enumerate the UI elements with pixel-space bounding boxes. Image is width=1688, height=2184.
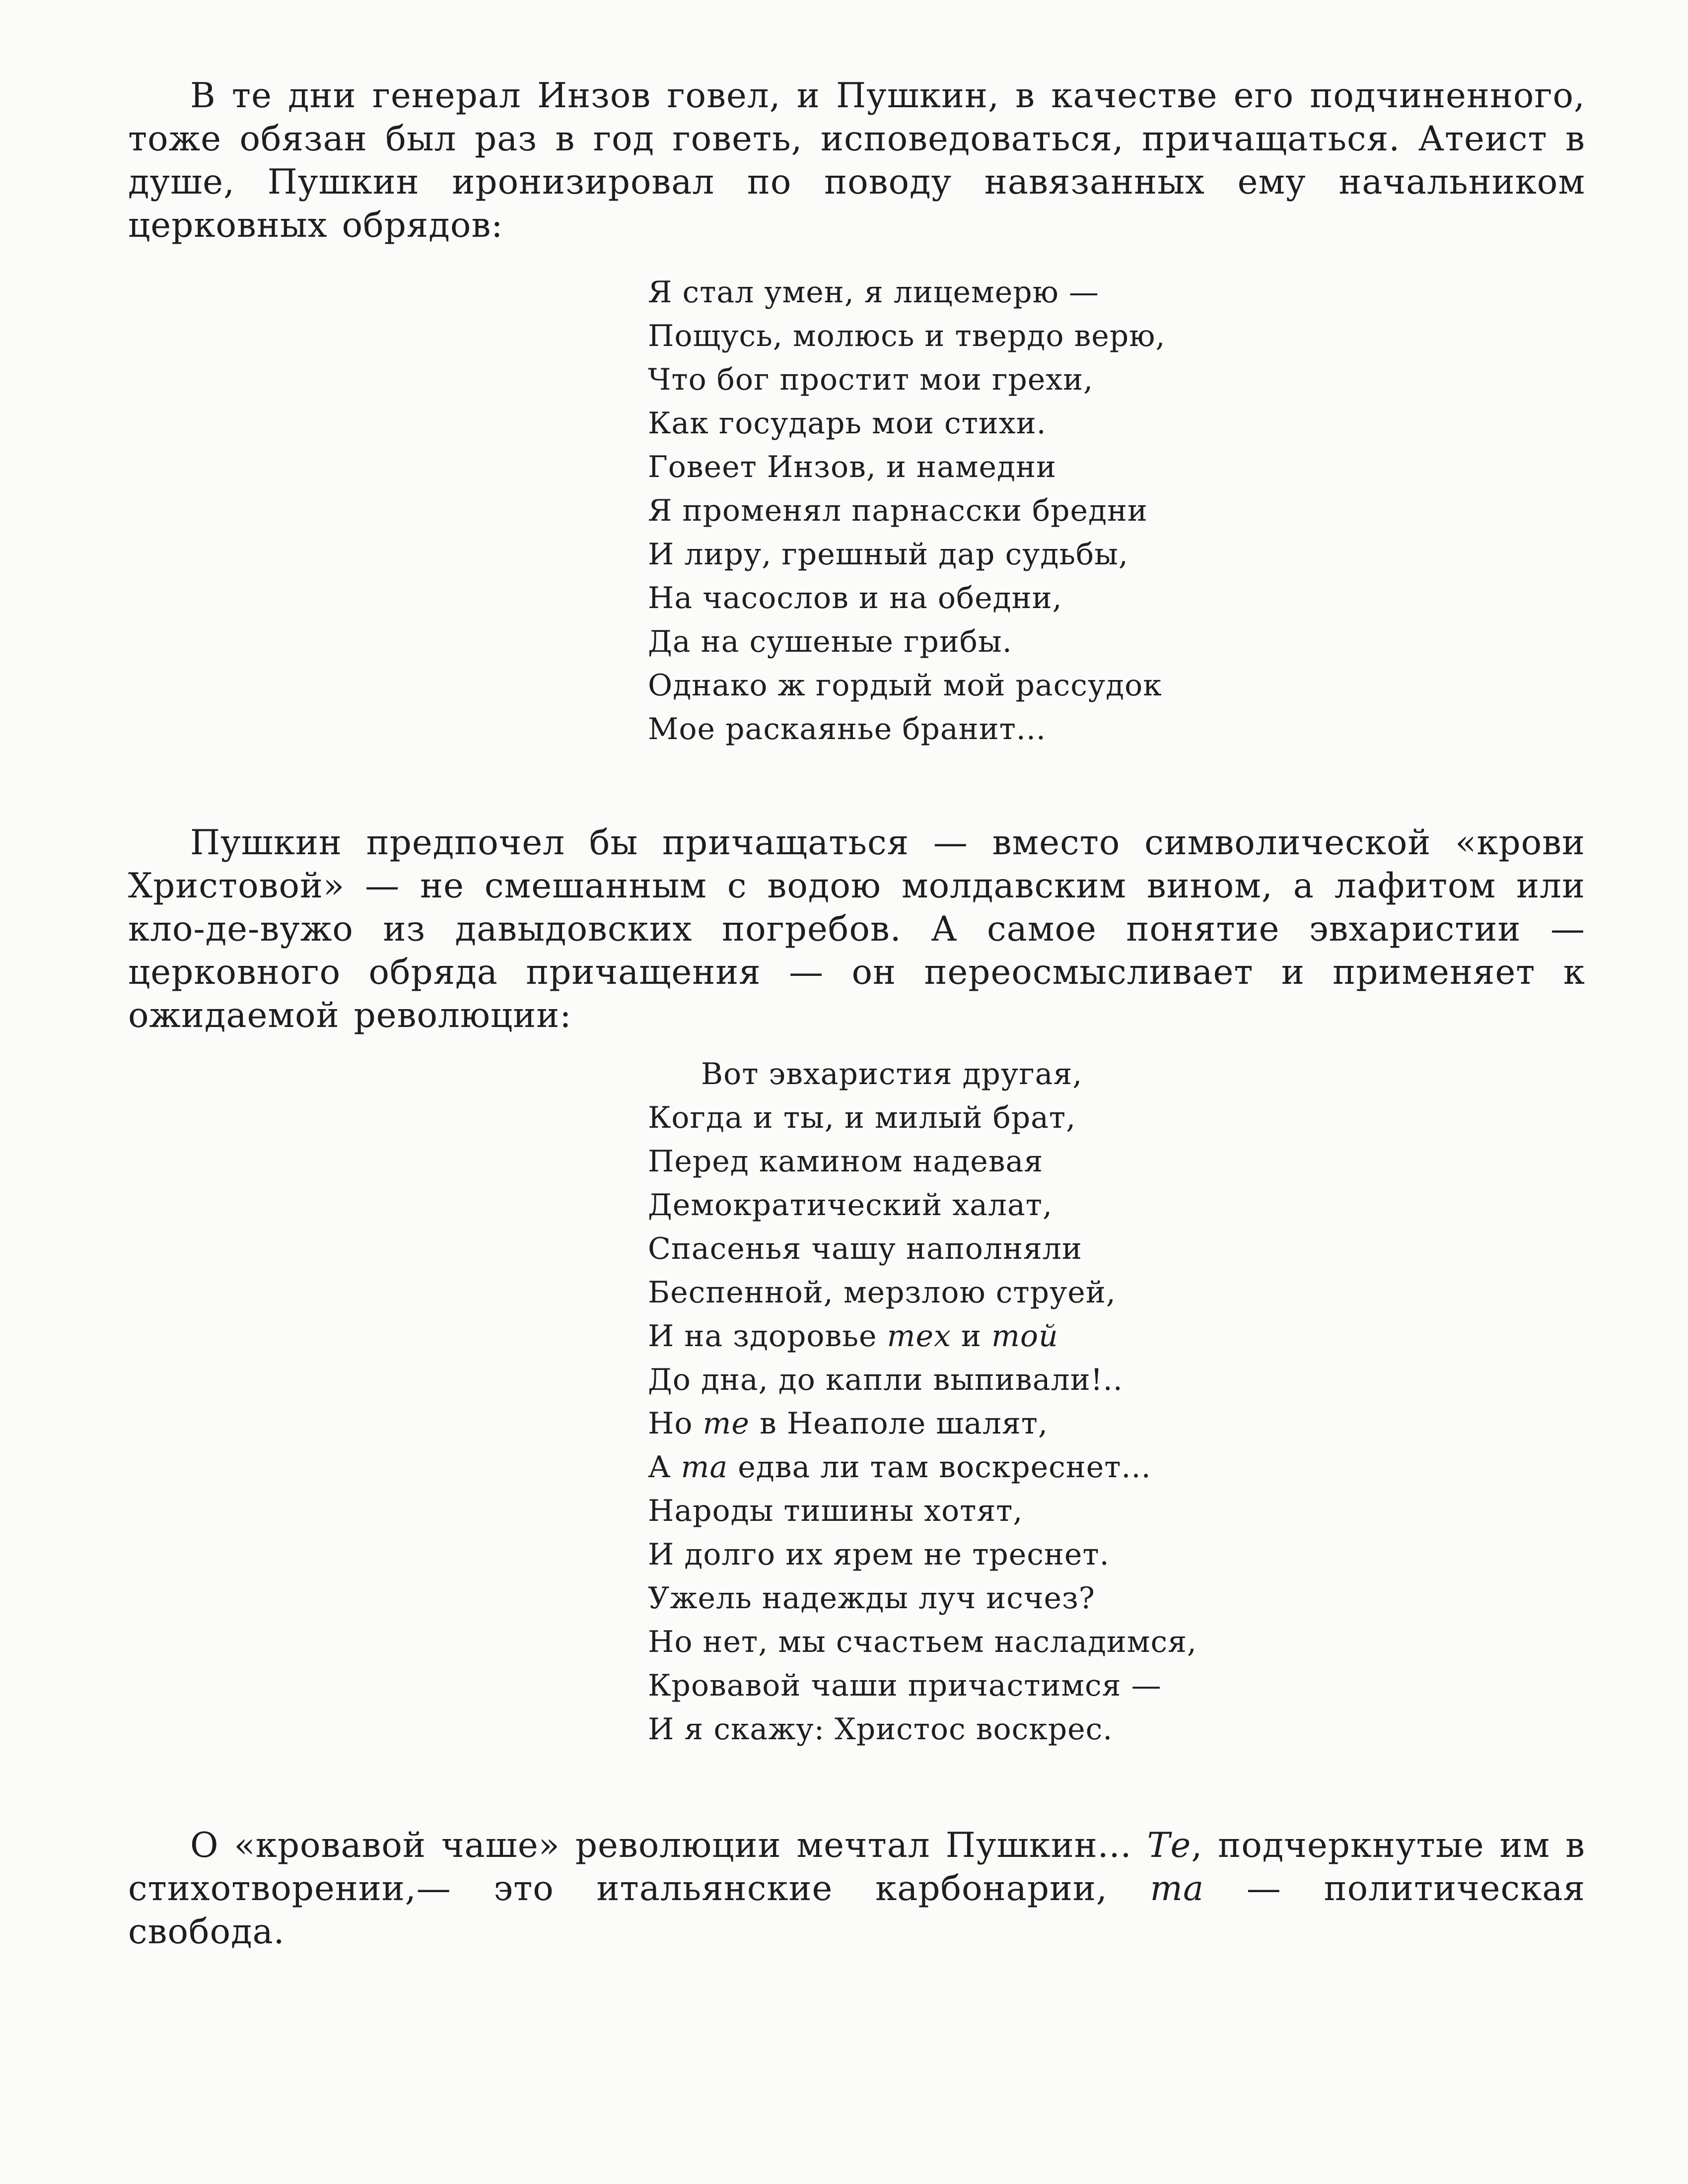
poem-italic-word: тех [887,1319,951,1354]
poem-line: Демократический халат, [648,1188,1053,1223]
poem-line: Беспенной, мерзлою струей, [648,1275,1116,1310]
poem-line: Кровавой чаши причастимся — [648,1668,1162,1703]
poem-text: и [951,1319,991,1354]
poem-line: Да на сушеные грибы. [648,624,1012,659]
poem-italic-word: те [703,1406,750,1441]
poem-line: Я променял парнасски бредни [648,493,1148,528]
poem-line: И долго их ярем не треснет. [648,1537,1110,1572]
paragraph-intro: В те дни генерал Инзов говел, и Пушкин, в качестве его подчиненного, тоже обязан был раз в год говеть, исповедоваться, причащаться. Атеист в душе, Пушкин иронизировал по поводу навязанных ему начальником церковных обрядов: [128,76,1585,245]
poem-line: Как государь мои стихи. [648,406,1047,441]
poem-line: И лиру, грешный дар судьбы, [648,537,1128,572]
poem-line: Перед камином надевая [648,1144,1044,1179]
paragraph-text: — политическая свобода. [128,1869,1585,1952]
poem-line: Но нет, мы счастьем насладимся, [648,1625,1197,1659]
poem-text: в Неаполе шалят, [749,1406,1049,1441]
poem-line: Однако ж гордый мой рассудок [648,668,1162,703]
paragraph-conclusion [128,1824,1585,1954]
poem-line [648,1402,1197,1445]
poem-italic-word: та [681,1450,728,1485]
paragraph-eucharist: Пушкин предпочел бы причащаться — вместо символической «крови Христовой» — не смешанным с водою молдавским вином, а лафитом или кло-де-вужо из давыдовских погребов. А самое понятие эвхаристии — церковного обряда причащения — он переосмысливает и применяет к ожидаемой революции: [128,823,1585,1035]
poem-line: На часослов и на обедни, [648,581,1062,615]
poem-italic-word: той [991,1319,1058,1354]
poem-text: едва ли там воскреснет... [728,1450,1151,1485]
poem-line: Вот эвхаристия другая, [701,1057,1083,1092]
poem-line: Когда и ты, и милый брат, [648,1100,1076,1135]
paragraph-text: , подчеркнутые им в стихотворении,— это итальянские карбонарии, [128,1826,1586,1909]
poem-second [648,1052,1197,1751]
poem-line [648,1445,1197,1489]
poem-line: До дна, до капли выпивали!.. [648,1363,1123,1397]
poem-line: И я скажу: Христос воскрес. [648,1712,1113,1747]
poem-first [648,271,1166,751]
paragraph-text: О «кровавой чаше» революции мечтал Пушкин... [190,1826,1147,1865]
poem-line: Спасенья чашу наполняли [648,1231,1082,1266]
poem-line: Пощусь, молюсь и твердо верю, [648,319,1166,353]
poem-text: А [648,1450,681,1485]
poem-line: Ужель надежды луч исчез? [648,1581,1095,1616]
poem-line [648,1314,1197,1358]
poem-line: Мое раскаянье бранит... [648,712,1046,747]
poem-text: И на здоровье [648,1319,887,1354]
italic-word: Те [1147,1826,1192,1865]
poem-line: Народы тишины хотят, [648,1494,1023,1528]
poem-text: Но [648,1406,703,1441]
poem-line: Что бог простит мои грехи, [648,362,1094,397]
poem-line: Я стал умен, я лицемерю — [648,275,1099,310]
poem-line: Говеет Инзов, и намедни [648,450,1056,484]
italic-word: та [1150,1869,1204,1909]
